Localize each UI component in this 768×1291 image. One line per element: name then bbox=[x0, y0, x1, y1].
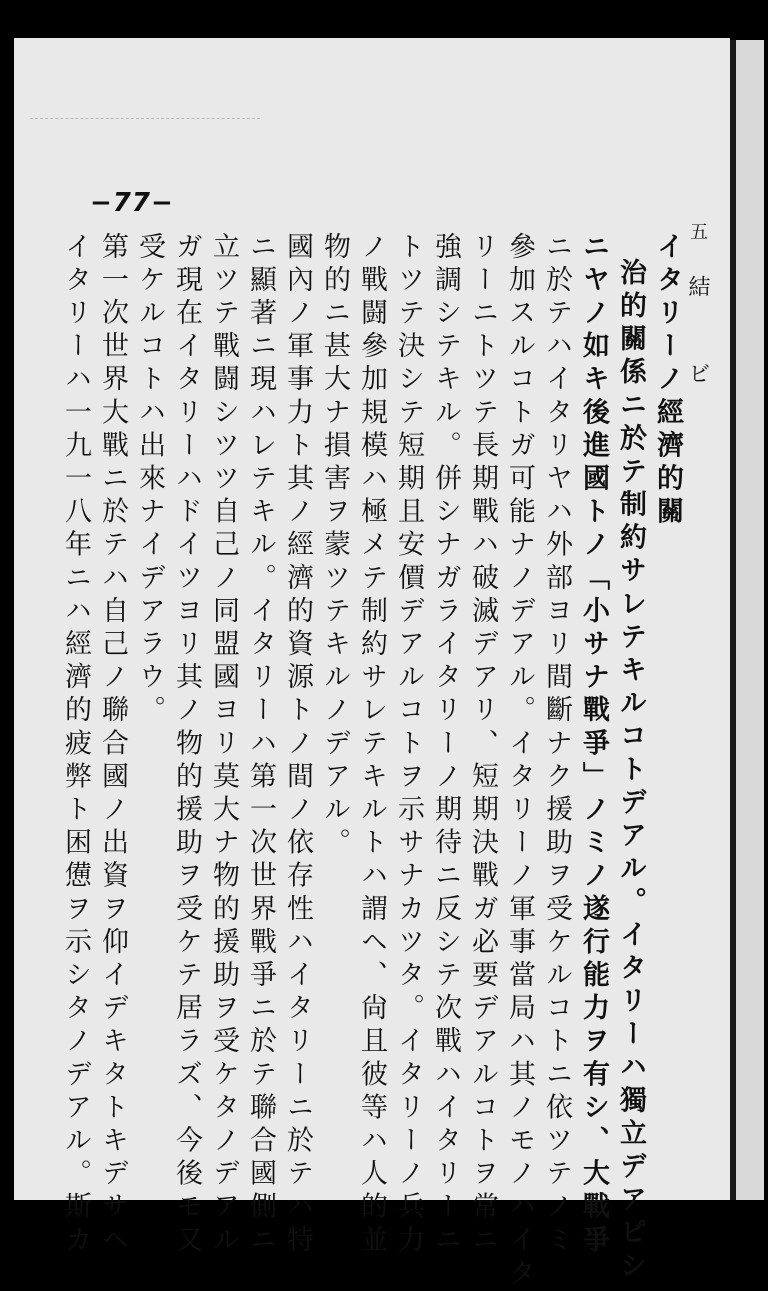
text-column: 受ケルコトハ出來ナイデアラウ。 bbox=[134, 232, 165, 729]
text-column: ニヤノ如キ後進國トノ「小サナ戰爭」ノミノ遂行能力ヲ有シ、大戰爭 bbox=[578, 232, 609, 1259]
text-column: 物的ニ甚大ナ損害ヲ蒙ツテキルノデアル。 bbox=[319, 232, 350, 861]
text-column: 參加スルコトガ可能ナノデアル。イタリーノ軍事當局ハ其ノモノハイタ bbox=[504, 232, 535, 1291]
text-column: 第一次世界大戰ニ於テハ自己ノ聯合國ノ出資ヲ仰イデキタトキデサヘ bbox=[97, 232, 128, 1259]
section-heading: 結 ビ bbox=[685, 275, 710, 404]
text-column: 立ツテ戰闘シツツ自己ノ同盟國ヨリ莫大ナ物的援助ヲ受ケタノデアル bbox=[208, 232, 239, 1259]
text-column: ノ戰闘參加規模ハ極メテ制約サレテキルトハ謂ヘ、尙且彼等ハ人的並 bbox=[356, 232, 387, 1259]
text-column: ニ顯著ニ現ハレテキル。イタリーハ第一次世界戰爭ニ於テ聯合國側ニ bbox=[245, 232, 276, 1259]
text-column: 國內ノ軍事力ト其ノ經濟的資源トノ間ノ依存性ハイタリーニ於テハ特 bbox=[282, 232, 313, 1259]
text-column: イタリーノ經濟的關 bbox=[652, 232, 683, 530]
text-column: 強調シテキル。併シナガライタリーノ期待ニ反シテ次戰ハイタリーニ bbox=[430, 232, 461, 1259]
page-number: −77− bbox=[90, 188, 174, 218]
text-column: ガ現在イタリーハドイツヨリ其ノ物的援助ヲ受ケテ居ラズ、今後モ又 bbox=[171, 232, 202, 1259]
text-column: トツテ決シテ短期且安價デアルコトヲ示サナカツタ。イタリーノ兵力 bbox=[393, 232, 424, 1259]
text-column: ニ於テハイタリヤハ外部ヨリ間斷ナク援助ヲ受ケルコトニ依ツテノミ bbox=[541, 232, 572, 1259]
text-column: 治的關係ニ於テ制約サレテキルコトデアル。イタリーハ獨立デアピシ bbox=[615, 258, 646, 1285]
text-column: イタリーハ一九一八年ニハ經濟的疲弊ト困憊ヲ示シタノデアル。斯カ bbox=[60, 232, 91, 1259]
section-number: 五 bbox=[687, 222, 708, 250]
page-binding-edge bbox=[730, 40, 764, 1200]
pencil-annotation bbox=[30, 108, 260, 119]
text-column: リーニトツテ長期戰ハ破滅デアリ、短期決戰ガ必要デアルコトヲ常ニ bbox=[467, 232, 498, 1259]
